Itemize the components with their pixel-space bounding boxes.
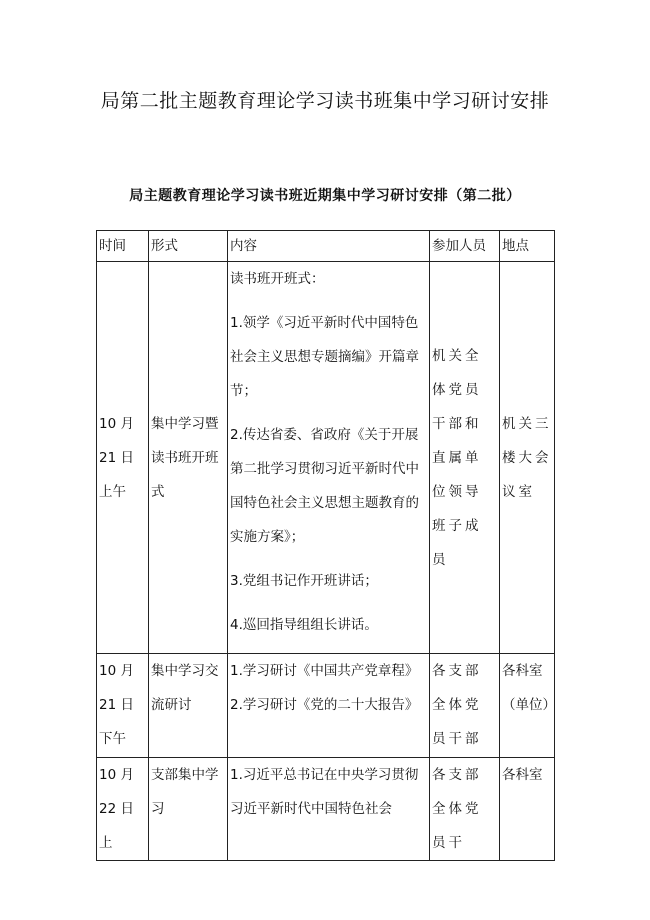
row1-content-item-2: 2.传达省委、省政府《关于开展第二批学习贯彻习近平新时代中国特色社会主义思想主题教育的实施方案》； bbox=[230, 427, 419, 545]
row3-form: 支部集中学习 bbox=[149, 758, 228, 861]
table-title: 局主题教育理论学习读书班近期集中学习研讨安排（第二批） bbox=[129, 188, 521, 204]
table-row bbox=[97, 654, 555, 758]
row2-content-item-2: 2.学习研讨《党的二十大报告》 bbox=[230, 697, 419, 713]
row3-location: 各科室 bbox=[500, 758, 555, 861]
row1-form: 集中学习暨读书班开班式 bbox=[149, 262, 228, 654]
header-form: 形式 bbox=[149, 231, 228, 262]
row3-content-item-1: 1.习近平总书记在中央学习贯彻习近平新时代中国特色社会 bbox=[230, 767, 419, 817]
header-time: 时间 bbox=[97, 231, 149, 262]
document-title: 局第二批主题教育理论学习读书班集中学习研讨安排 bbox=[100, 90, 550, 112]
row2-form: 集中学习交流研讨 bbox=[149, 654, 228, 758]
row1-time: 10 月 21 日上午 bbox=[97, 262, 149, 654]
row1-content-item-4: 4.巡回指导组组长讲话。 bbox=[230, 617, 378, 633]
row1-participants: 机关全体党员干部和直属单位领导班子成员 bbox=[430, 262, 500, 654]
header-location: 地点 bbox=[500, 231, 555, 262]
row1-location: 机关三楼大会议室 bbox=[500, 262, 555, 654]
row2-participants: 各支部全体党员干部 bbox=[430, 654, 500, 758]
row2-location bbox=[500, 654, 555, 758]
row2-location-line1: 各科室 bbox=[502, 663, 543, 679]
row1-content-intro: 读书班开班式： bbox=[230, 271, 325, 287]
row2-content-item-1: 1.学习研讨《中国共产党章程》 bbox=[230, 663, 419, 679]
header-content: 内容 bbox=[228, 231, 430, 262]
table-row bbox=[97, 262, 555, 654]
table-row bbox=[97, 758, 555, 861]
row1-content bbox=[228, 262, 430, 654]
row1-content-item-1: 1.领学《习近平新时代中国特色社会主义思想专题摘编》开篇章节； bbox=[230, 315, 419, 399]
row3-time: 10 月 22 日上 bbox=[97, 758, 149, 861]
table-header-row bbox=[97, 231, 555, 262]
row2-content bbox=[228, 654, 430, 758]
row1-content-item-3: 3.党组书记作开班讲话； bbox=[230, 573, 378, 589]
row3-content bbox=[228, 758, 430, 861]
schedule-table bbox=[96, 230, 555, 861]
row3-participants: 各支部全体党员干 bbox=[430, 758, 500, 861]
row2-time: 10 月 21 日下午 bbox=[97, 654, 149, 758]
header-participants: 参加人员 bbox=[430, 231, 500, 262]
row2-location-line2: （单位） bbox=[502, 697, 556, 713]
